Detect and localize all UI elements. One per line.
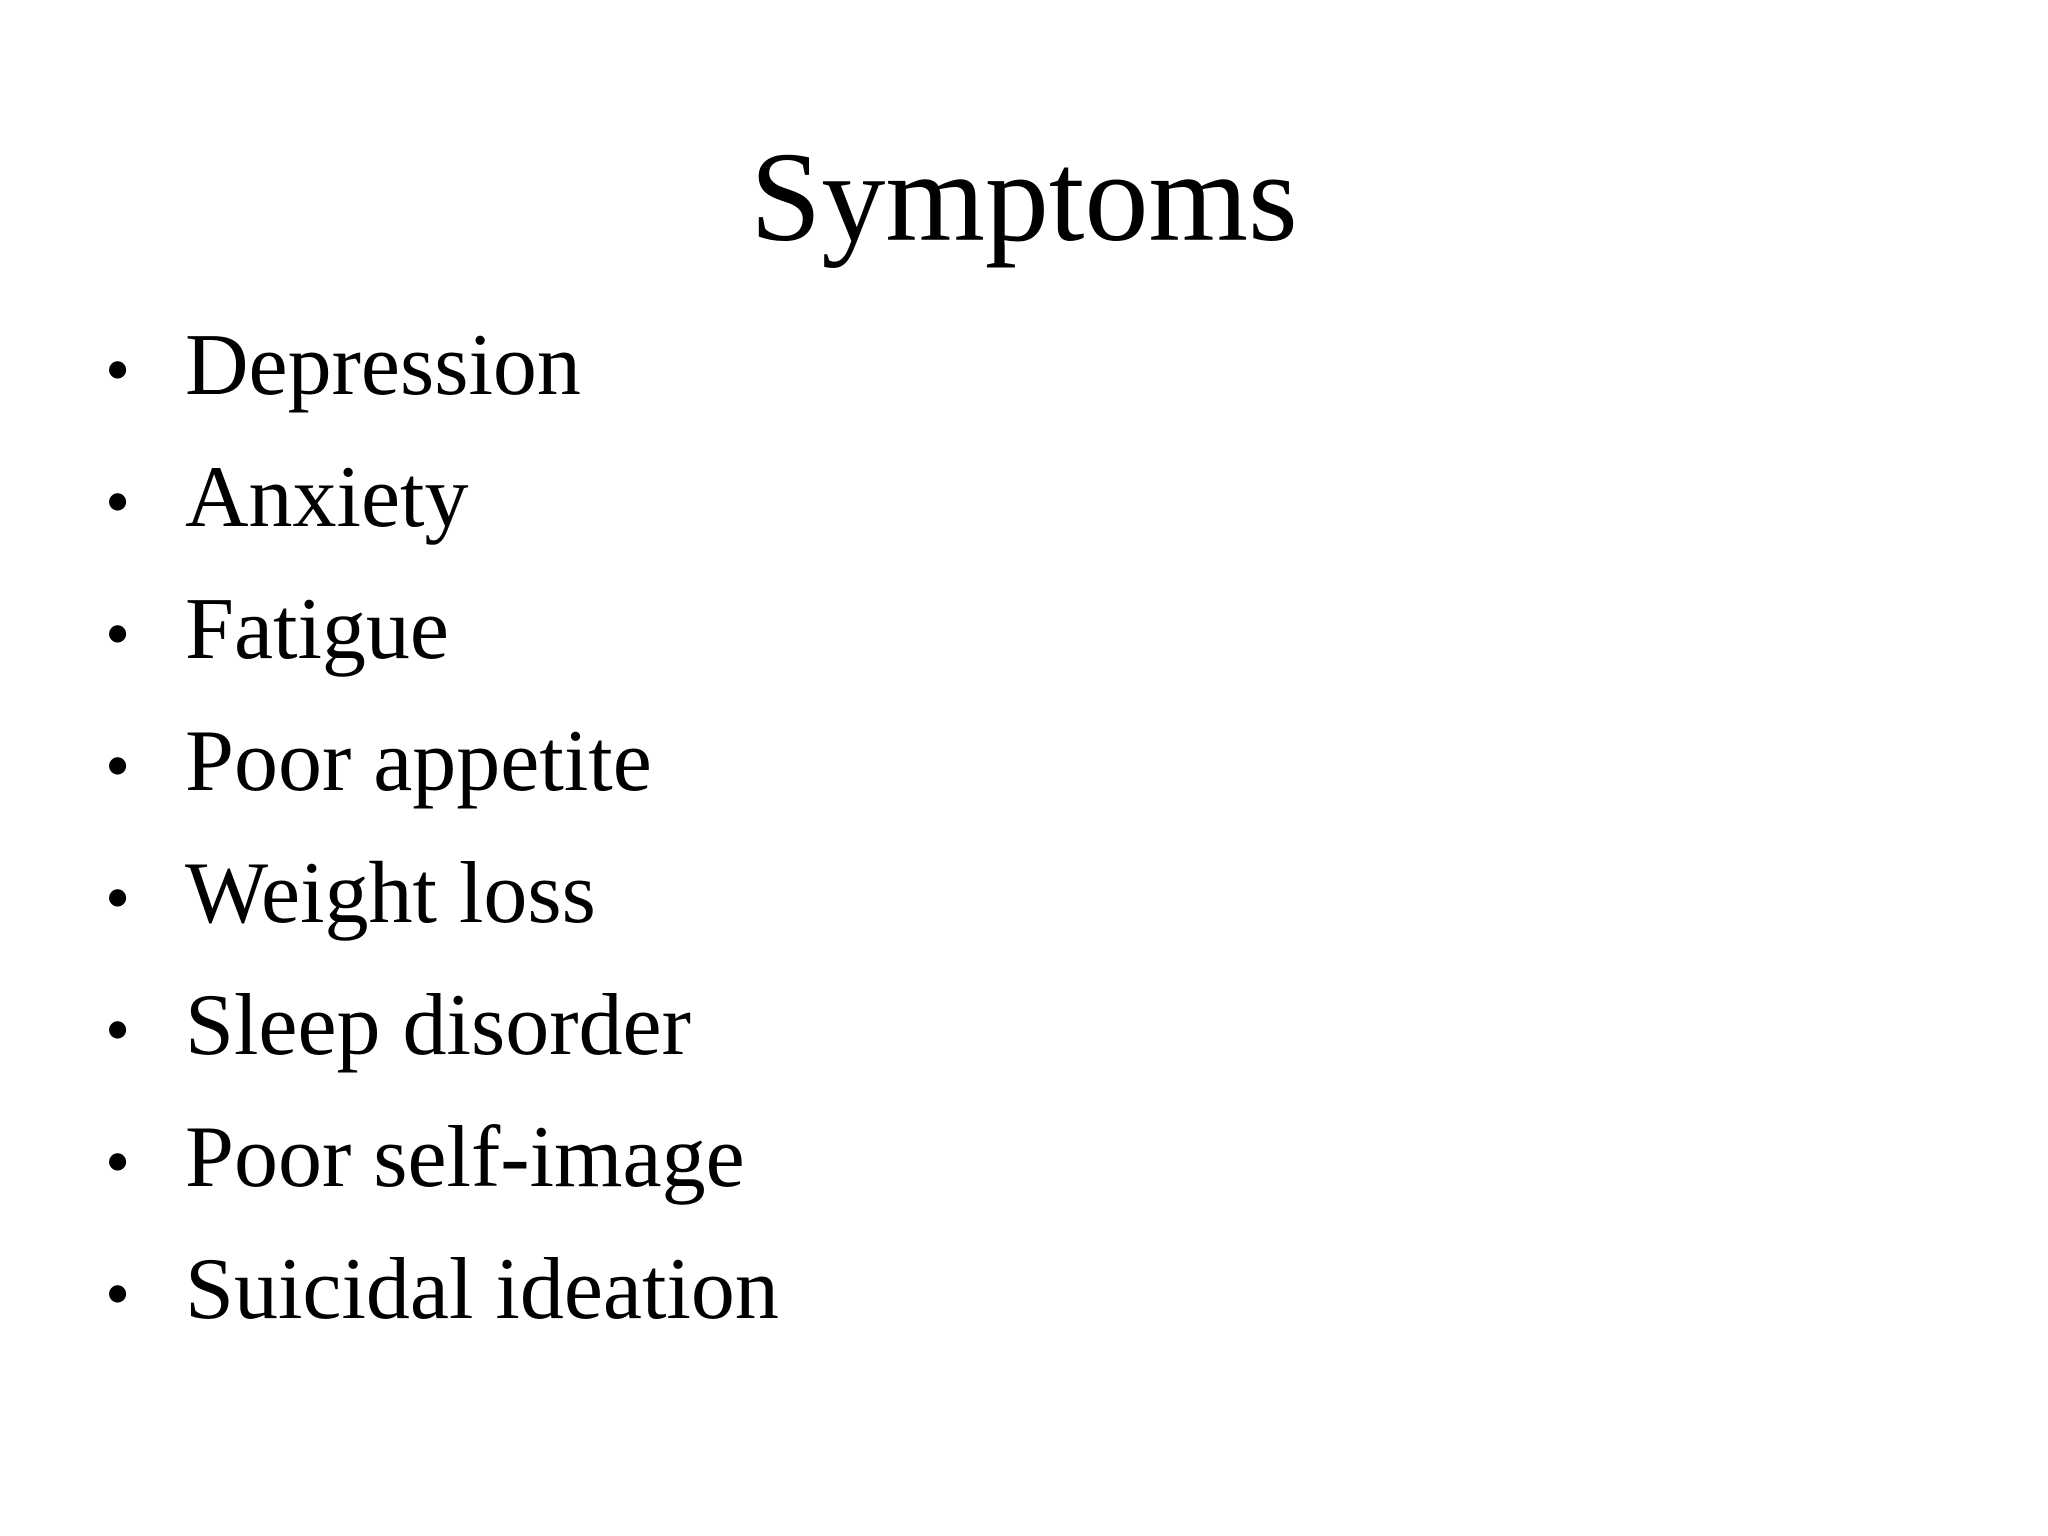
list-item-text: Suicidal ideation — [185, 1241, 779, 1338]
list-item — [105, 708, 779, 840]
bullet-list — [105, 312, 779, 1368]
slide-title: Symptoms — [750, 126, 1298, 268]
bullet-icon: • — [105, 1254, 131, 1334]
list-item — [105, 1236, 779, 1368]
list-item — [105, 1104, 779, 1236]
bullet-icon: • — [105, 858, 131, 938]
list-item — [105, 444, 779, 576]
list-item — [105, 972, 779, 1104]
list-item-text: Poor appetite — [185, 713, 652, 810]
bullet-icon: • — [105, 330, 131, 410]
bullet-icon: • — [105, 462, 131, 542]
bullet-icon: • — [105, 1122, 131, 1202]
list-item — [105, 840, 779, 972]
bullet-icon: • — [105, 594, 131, 674]
list-item-text: Depression — [185, 317, 581, 414]
list-item — [105, 576, 779, 708]
list-item-text: Poor self-image — [185, 1109, 745, 1206]
list-item — [105, 312, 779, 444]
list-item-text: Fatigue — [185, 581, 449, 678]
bullet-icon: • — [105, 726, 131, 806]
bullet-icon: • — [105, 990, 131, 1070]
list-item-text: Sleep disorder — [185, 977, 691, 1074]
list-item-text: Weight loss — [185, 845, 596, 942]
list-item-text: Anxiety — [185, 449, 469, 546]
